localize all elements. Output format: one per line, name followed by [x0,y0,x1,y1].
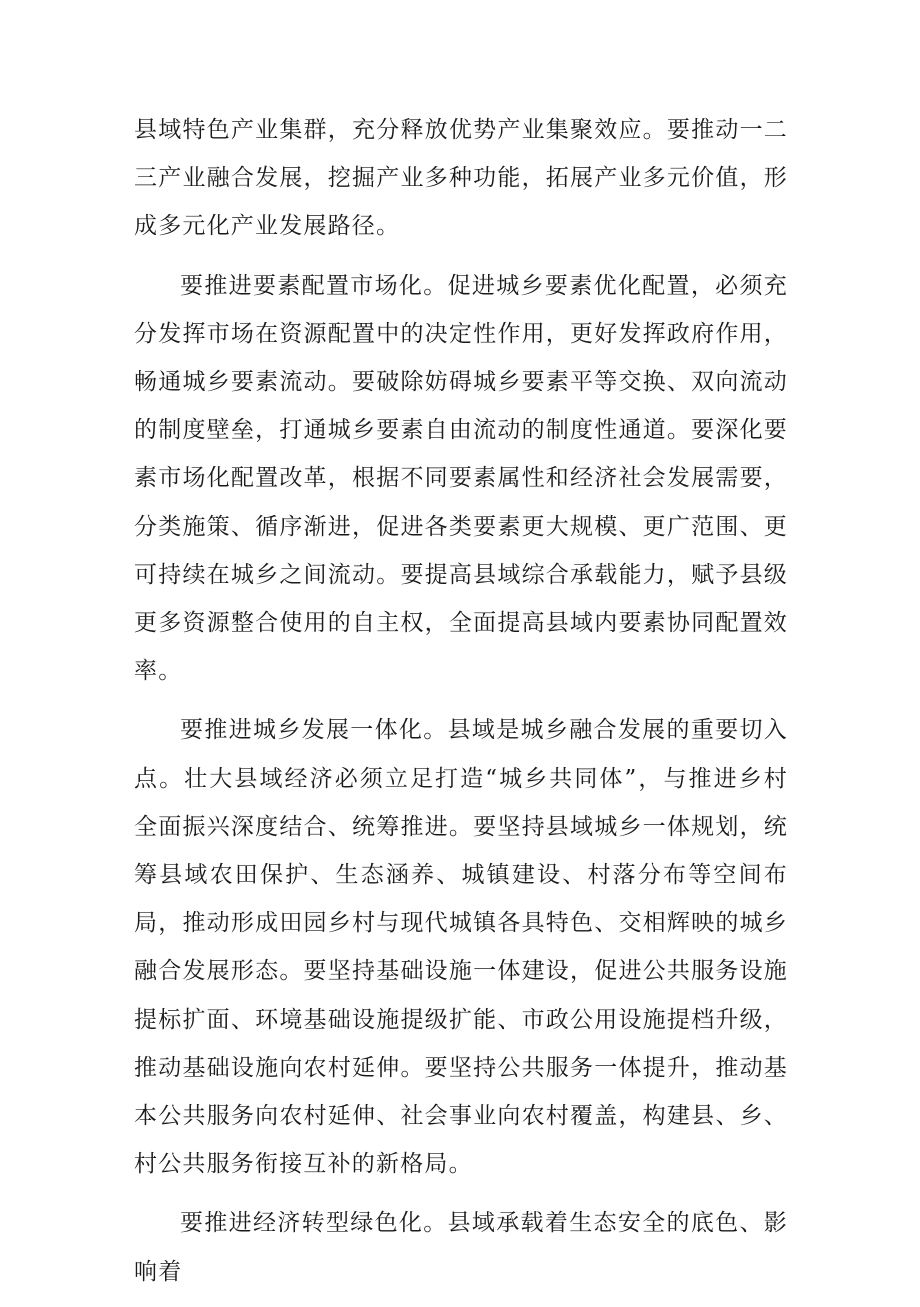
document-page [134,106,788,1307]
paragraph-2: 要推进要素配置市场化。促进城乡要素优化配置，必须充分发挥市场在资源配置中的决定性作用，更好发挥政府作用，畅通城乡要素流动。要破除妨碍城乡要素平等交换、双向流动的制度壁垒，打通城乡要素自由流动的制度性通道。要深化要素市场化配置改革，根据不同要素属性和经济社会发展需要，分类施策、循序渐进，促进各类要素更大规模、更广范围、更可持续在城乡之间流动。要提高县域综合承载能力，赋予县级更多资源整合使用的自主权，全面提高县域内要素协同配置效率。 [134,272,788,685]
paragraph-3: 要推进城乡发展一体化。县域是城乡融合发展的重要切入点。壮大县域经济必须立足打造“城乡共同体”，与推进乡村全面振兴深度结合、统筹推进。要坚持县域城乡一体规划，统筹县域农田保护、生态涵养、城镇建设、村落分布等空间布局，推动形成田园乡村与现代城镇各具特色、交相辉映的城乡融合发展形态。要坚持基础设施一体建设，促进公共服务设施提标扩面、环境基础设施提级扩能、市政公用设施提档升级，推动基础设施向农村延伸。要坚持公共服务一体提升，推动基本公共服务向农村延伸、社会事业向农村覆盖，构建县、乡、村公共服务衔接互补的新格局。 [134,717,788,1178]
paragraph-4: 要推进经济转型绿色化。县域承载着生态安全的底色、影响着 [134,1210,788,1285]
paragraph-1: 县域特色产业集群，充分释放优势产业集聚效应。要推动一二三产业融合发展，挖掘产业多种功能，拓展产业多元价值，形成多元化产业发展路径。 [134,117,788,240]
